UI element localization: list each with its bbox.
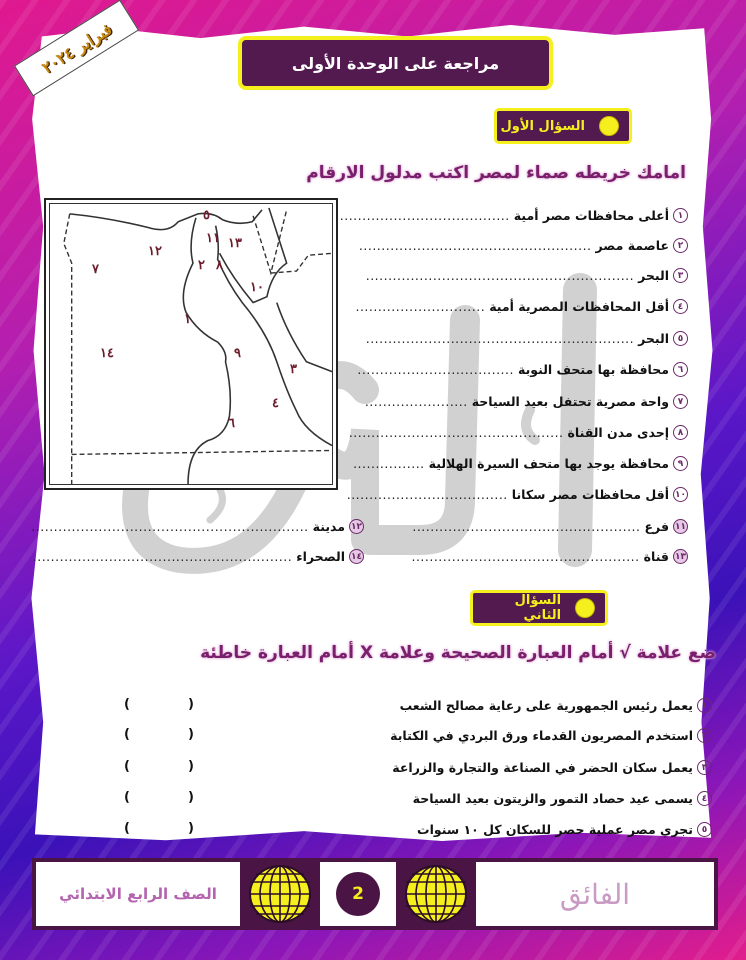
- fill-blank-item: [33, 549, 364, 564]
- answer-blank[interactable]: ......................................: [339, 208, 510, 223]
- item-number: ١٢: [349, 519, 364, 534]
- item-number: ٤: [697, 791, 712, 806]
- true-false-item: [390, 728, 712, 743]
- item-text: محافظة يوجد بها متحف السيرة الهلالية: [428, 456, 669, 471]
- item-text: تجري مصر عملية حصر للسكان كل ١٠ سنوات: [417, 822, 693, 837]
- item-text: واحة مصرية تحتفل بعيد السياحة: [471, 394, 669, 409]
- answer-blank[interactable]: ...................................................: [411, 549, 640, 564]
- item-text: استخدم المصريون القدماء ورق البردي في الكتابة: [390, 728, 693, 743]
- answer-parentheses[interactable]: ( ): [124, 821, 194, 836]
- item-text: أقل محافظات مصر سكانا: [511, 487, 669, 502]
- bullet-icon: [575, 598, 595, 618]
- map-label: ١٣: [228, 236, 242, 251]
- map-label: ١١: [206, 231, 220, 246]
- item-number: ٩: [673, 456, 688, 471]
- item-text: فرع: [644, 519, 669, 534]
- true-false-item: [392, 760, 712, 775]
- answer-parentheses[interactable]: ( ): [124, 727, 194, 742]
- bullet-icon: [599, 116, 619, 136]
- fill-blank-item: [359, 238, 688, 253]
- globe-icon: [240, 862, 320, 926]
- fill-blank-item: [349, 425, 688, 440]
- fill-blank-item: [355, 299, 688, 314]
- item-text: مدينة: [312, 519, 345, 534]
- question2-label: السؤال الثاني: [514, 593, 562, 623]
- fill-blank-item: [357, 362, 688, 377]
- item-number: ٤: [673, 299, 688, 314]
- item-text: الصحراء: [296, 549, 345, 564]
- fill-blank-item: [347, 487, 688, 502]
- item-text: يسمى عيد حصاد التمور والزيتون بعيد السياحة: [412, 791, 693, 806]
- answer-blank[interactable]: .......................: [364, 394, 468, 409]
- map-label: ٦: [228, 416, 235, 431]
- item-text: أعلى محافظات مصر أمية: [513, 208, 669, 223]
- item-number: ٥: [673, 331, 688, 346]
- fill-blank-item: [366, 331, 688, 346]
- true-false-item: [400, 698, 712, 713]
- item-number: ١٤: [349, 549, 364, 564]
- question1-header: [494, 108, 632, 144]
- fill-blank-item: [353, 456, 688, 471]
- item-number: ٧: [673, 394, 688, 409]
- answer-blank[interactable]: ....................................: [346, 487, 508, 502]
- answer-blank[interactable]: ...................................................: [412, 519, 641, 534]
- question2-instruction: ضع علامة √ أمام العبارة الصحيحة وعلامة X أمام العبارة خاطئة: [200, 643, 716, 663]
- fill-blank-item: [366, 268, 688, 283]
- egypt-map-outline: [50, 204, 332, 484]
- true-false-item: [417, 822, 712, 837]
- map-label: ٨: [216, 258, 223, 273]
- globe-icon: [396, 862, 476, 926]
- item-text: محافظة بها متحف النوبة: [517, 362, 669, 377]
- question1-label: السؤال الأول: [500, 118, 585, 134]
- item-number: ٣: [697, 760, 712, 775]
- page-number: 2: [336, 872, 380, 916]
- item-text: البحر: [638, 331, 669, 346]
- brand-logo: الفائق: [476, 862, 714, 926]
- item-text: يعمل سكان الحضر في الصناعة والتجارة والزراعة: [392, 760, 693, 775]
- item-text: يعمل رئيس الجمهورية على رعاية مصالح الشعب: [399, 698, 693, 713]
- grade-label: الصف الرابع الابتدائي: [36, 862, 240, 926]
- fill-blank-item: [412, 519, 688, 534]
- fill-blank-item: [340, 208, 688, 223]
- fill-blank-item: [365, 394, 688, 409]
- map-label: ٥: [203, 208, 210, 223]
- answer-blank[interactable]: ............................................................: [365, 331, 635, 346]
- answer-blank[interactable]: ................: [353, 456, 425, 471]
- answer-blank[interactable]: ..............................................................: [31, 519, 309, 534]
- item-text: أقل المحافظات المصرية أمية: [489, 299, 669, 314]
- map-label: ١٢: [148, 244, 162, 259]
- footer-bar: [32, 858, 718, 930]
- item-number: ١٠: [673, 487, 688, 502]
- fill-blank-item: [31, 519, 364, 534]
- date-badge: فبراير ٢٠٢٤: [14, 0, 139, 96]
- item-number: ٥: [697, 822, 712, 837]
- question2-header: [470, 590, 608, 626]
- item-number: ٣: [673, 268, 688, 283]
- answer-blank[interactable]: ................................................: [348, 425, 564, 440]
- map-label: ٣: [290, 362, 297, 377]
- egypt-blank-map: [44, 198, 338, 490]
- page-number-cell: [320, 862, 396, 926]
- answer-blank[interactable]: ............................................................: [365, 268, 635, 283]
- map-label: ١٠: [250, 280, 264, 295]
- answer-parentheses[interactable]: ( ): [124, 790, 194, 805]
- map-label: ٢: [198, 258, 205, 273]
- true-false-item: [413, 791, 712, 806]
- item-number: ٢: [697, 728, 712, 743]
- answer-parentheses[interactable]: ( ): [124, 697, 194, 712]
- page-title: مراجعة على الوحدة الأولى: [238, 36, 553, 90]
- item-text: إحدى مدن القناة: [567, 425, 669, 440]
- item-number: ٢: [673, 238, 688, 253]
- answer-parentheses[interactable]: ( ): [124, 759, 194, 774]
- item-number: ١١: [673, 519, 688, 534]
- item-number: ٦: [673, 362, 688, 377]
- map-label: ٤: [272, 396, 279, 411]
- answer-blank[interactable]: ....................................................: [358, 238, 592, 253]
- item-number: ٨: [673, 425, 688, 440]
- answer-blank[interactable]: ..........................................................: [32, 549, 293, 564]
- item-number: ١٣: [673, 549, 688, 564]
- answer-blank[interactable]: ...................................: [357, 362, 514, 377]
- map-label: ١٤: [100, 346, 114, 361]
- item-text: البحر: [638, 268, 669, 283]
- item-text: عاصمة مصر: [595, 238, 669, 253]
- item-number: ١: [697, 698, 712, 713]
- map-label: ٧: [92, 262, 99, 277]
- map-label: ١: [184, 312, 191, 327]
- map-label: ٩: [234, 346, 241, 361]
- answer-blank[interactable]: .............................: [355, 299, 486, 314]
- fill-blank-item: [411, 549, 688, 564]
- item-text: قناة: [643, 549, 669, 564]
- question1-instruction: امامك خريطه صماء لمصر اكتب مدلول الارقام: [306, 163, 686, 183]
- item-number: ١: [673, 208, 688, 223]
